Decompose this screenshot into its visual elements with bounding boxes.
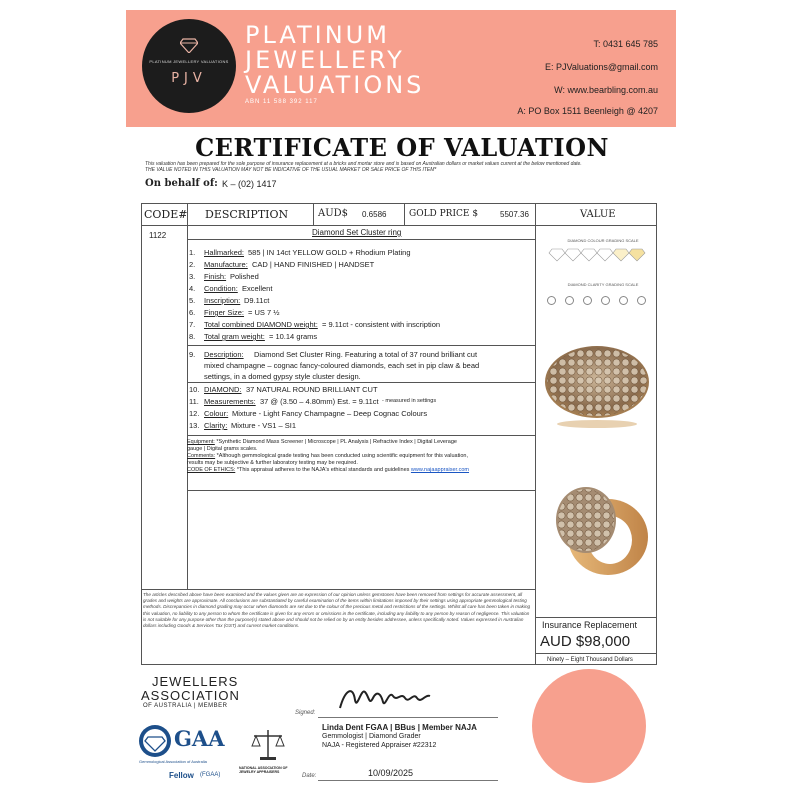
equipment-text-2: gauge | Digital grams scales. [187, 446, 258, 452]
diamond-line-note: - measured in settings [382, 398, 437, 404]
ethics-text: *This appraisal adheres to the NAJA's ethical standards and guidelines [236, 467, 410, 473]
amount-words: Ninety – Eight Thousand Dollars [547, 657, 633, 663]
insurance-amount: AUD $98,000 [540, 633, 631, 650]
equipment-text: *Synthetic Diamond Mass Screener | Microscope | PL Analysis | Refractive Index | Digital Leverage [216, 439, 457, 445]
brand-line-2: JEWELLERY [245, 46, 405, 74]
line-label: Total combined DIAMOND weight: [204, 320, 318, 329]
colour-grading-scale [548, 245, 653, 270]
diamond-line-number: 12. [189, 409, 200, 418]
signer-role-2: NAJA - Registered Appraiser #22312 [322, 742, 437, 749]
behalf-label: On behalf of: [145, 178, 218, 189]
line-number: 7. [189, 320, 196, 329]
diamond-line-label: Measurements: [204, 397, 256, 406]
ja-line-3: OF AUSTRALIA | MEMBER [143, 703, 228, 709]
header-aud-label: AUD$ [318, 208, 349, 219]
ja-line-1: JEWELLERS [152, 674, 239, 689]
diamond-icon [180, 37, 198, 53]
header-aud-value: 0.6586 [362, 210, 387, 219]
comments-text: *Although gemmological grade testing has been conducted using scientific equipment for this valuation, [216, 453, 468, 459]
naja-label: NATIONAL ASSOCIATION OF JEWELRY APPRAISERS [239, 766, 288, 774]
diamond-line-number: 13. [189, 421, 200, 430]
diamond-line-value: 37 NATURAL ROUND BRILLIANT CUT [246, 385, 378, 394]
diamond-line-number: 10. [189, 385, 200, 394]
comments-text-2: results may be subjective & further laboratory testing may be required. [187, 460, 358, 466]
abn-number: ABN 11 588 392 117 [245, 99, 318, 105]
disclaimer-text: The articles described above have been examined and the values given are an expression of our opinion unless gemstones have been removed from settings for accurate assessment, all grades and weights are approximate. All conclusions are substantiated by careful examination of the items within limitations imposed by their settings using appropriate gemmological testing methods. Discrepancies in diamond grading may occur when diamonds are set due to the colour of the precious metal and restrictions of the settings. Whilst all care has been taken in making this valuation, no liability to any person to whom the certificate is given for any errors or omissions in the certificate, including any liability to any person by reason of negligence. This valuation is not suitable for any purpose other than the purpose(s) stated above and should not be relied on by an entity besides addressee, unless specifically noted. Values expressed in Australian dollars including Goods & Services Tax (GST) and current market conditions. [143, 592, 531, 629]
item-title: Diamond Set Cluster ring [312, 228, 402, 237]
diamond-line-number: 11. [189, 397, 199, 406]
line-value: Polished [230, 272, 259, 281]
line-number: 4. [189, 284, 196, 293]
intro-text [145, 161, 665, 173]
comments-label: Comments: [187, 453, 216, 459]
pjv-logo [142, 19, 236, 113]
desc-number: 9. [189, 350, 196, 359]
equipment-label: Equipment: [187, 439, 215, 445]
ring-photo-side [548, 475, 653, 580]
header-description: DESCRIPTION [205, 208, 289, 221]
header-code: CODE# [144, 208, 188, 221]
line-value: 585 | IN 14ct YELLOW GOLD + Rhodium Plating [248, 248, 411, 257]
line-value: = US 7 ½ [248, 308, 280, 317]
brand-line-3: VALUATIONS [245, 71, 425, 99]
diamond-line-label: DIAMOND: [204, 385, 242, 394]
header-gold-value: 5507.36 [500, 210, 529, 219]
brand-line-1: PLATINUM [245, 21, 390, 49]
fellow-label: Fellow [169, 771, 194, 780]
ethics-label: CODE OF ETHICS: [187, 467, 236, 473]
line-value: Excellent [242, 284, 273, 293]
line-number: 6. [189, 308, 196, 317]
clarity-gem-3 [583, 296, 592, 305]
desc-line-1: Diamond Set Cluster Ring. Featuring a total of 37 round brilliant cut [254, 350, 478, 359]
line-number: 8. [189, 332, 196, 341]
line-value: = 9.11ct - consistent with inscription [322, 320, 441, 329]
gaa-diamond-icon [138, 724, 172, 758]
intro-line-2: THE VALUE NOTED IN THIS VALUATION MAY NOT BE INDICATIVE OF THE USUAL MARKET OR SALE PRICE OF THIS ITEM* [145, 167, 437, 173]
diamond-line-value: Mixture - VS1 – SI1 [231, 421, 297, 430]
contact-phone: T: 0431 645 785 [593, 39, 658, 49]
contact-email: E: PJValuations@gmail.com [544, 62, 658, 72]
naja-scales-icon [250, 728, 286, 762]
signature [335, 680, 435, 716]
behalf-value: K – (02) 1417 [222, 179, 277, 189]
insurance-label: Insurance Replacement [542, 620, 638, 630]
line-number: 3. [189, 272, 196, 281]
ja-line-2: ASSOCIATION [141, 688, 240, 703]
gaa-subtitle: Gemmological Association of Australia [139, 759, 207, 764]
clarity-gem-6 [637, 296, 646, 305]
contact-address: A: PO Box 1511 Beenleigh @ 4207 [517, 106, 658, 116]
diamond-line-value: 37 @ (3.50 – 4.80mm) Est. = 9.11ct [260, 397, 379, 406]
date-label: Date: [302, 773, 317, 779]
line-label: Finger Size: [204, 308, 245, 317]
line-label: Hallmarked: [204, 248, 245, 257]
valuation-date: 10/09/2025 [368, 768, 414, 778]
seal-stamp [532, 669, 646, 783]
desc-line-3: settings, in a domed gypsy style cluster design. [204, 372, 361, 381]
page-title: CERTIFICATE OF VALUATION [195, 133, 609, 162]
line-value: = 10.14 grams [269, 332, 318, 341]
diamond-line-label: Clarity: [204, 421, 228, 430]
clarity-gem-4 [601, 296, 610, 305]
line-value: CAD | HAND FINISHED | HANDSET [252, 260, 375, 269]
desc-label: Description: [204, 350, 244, 359]
clarity-gem-1 [547, 296, 556, 305]
fellow-sub: (FGAA) [200, 772, 221, 778]
line-number: 5. [189, 296, 196, 305]
colour-scale-title: DIAMOND COLOUR GRADING SCALE [567, 238, 639, 243]
logo-text: PLATINUM JEWELLERY VALUATIONS [149, 59, 229, 64]
clarity-gem-5 [619, 296, 628, 305]
line-value: D9.11ct [244, 296, 270, 305]
diamond-line-value: Mixture - Light Fancy Champagne – Deep Cognac Colours [232, 409, 428, 418]
signer-name: Linda Dent FGAA | BBus | Member NAJA [322, 723, 477, 732]
signed-label: Signed: [295, 710, 316, 716]
line-label: Finish: [204, 272, 227, 281]
signer-role-1: Gemmologist | Diamond Grader [322, 733, 421, 740]
logo-initials: PJV [171, 71, 207, 86]
clarity-gem-2 [565, 296, 574, 305]
line-label: Condition: [204, 284, 238, 293]
contact-web: W: www.bearbling.com.au [554, 85, 658, 95]
desc-line-2: mixed champagne – cognac fancy-coloured diamonds, each set in pip claw & bead [204, 361, 480, 370]
diamond-line-label: Colour: [204, 409, 229, 418]
header-value: VALUE [580, 209, 616, 220]
equipment-note [187, 439, 533, 474]
line-label: Inscription: [204, 296, 241, 305]
line-label: Total gram weight: [204, 332, 265, 341]
header-gold-label: GOLD PRICE $ [409, 209, 479, 219]
line-number: 2. [189, 260, 196, 269]
gaa-logo-text: GAA [174, 726, 225, 751]
intro-line-1: This valuation has been prepared for the sole purpose of insurance replacement at a bricks and mortar store and is based on Australian dollars or market values current at the below mentioned date. [145, 161, 582, 167]
line-number: 1. [189, 248, 196, 257]
ring-photo-top [540, 340, 655, 430]
naja-link[interactable]: www.najaappraiser.com [410, 467, 470, 473]
item-code: 1122 [149, 231, 167, 240]
clarity-scale-title: DIAMOND CLARITY GRADING SCALE [567, 282, 639, 287]
line-label: Manufacture: [204, 260, 248, 269]
